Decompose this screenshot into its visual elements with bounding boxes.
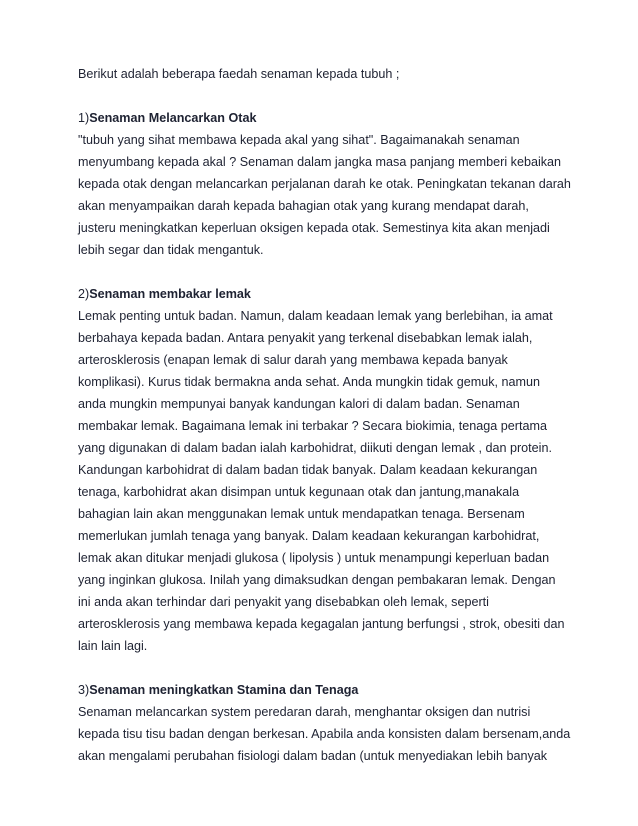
section-1 (78, 107, 580, 261)
section-number: 2) (78, 287, 90, 301)
body-line: arterosklerosis yang membawa kepada kegagalan jantung berfungsi , strok, obesiti dan (78, 617, 565, 631)
body-line: membakar lemak. Bagaimana lemak ini terbakar ? Secara biokimia, tenaga pertama (78, 419, 547, 433)
section-title: Senaman meningkatkan Stamina dan Tenaga (89, 683, 359, 697)
body-line: Senaman melancarkan system peredaran darah, menghantar oksigen dan nutrisi (78, 705, 531, 719)
body-line: yang digunakan di dalam badan ialah karbohidrat, diikuti dengan lemak , dan protein. (78, 441, 552, 455)
section-heading (78, 679, 580, 701)
body-line: anda mungkin mempunyai banyak kandungan kalori di dalam badan. Senaman (78, 397, 520, 411)
body-line: arterosklerosis (enapan lemak di salur darah yang membawa kepada banyak (78, 353, 508, 367)
section-heading (78, 107, 580, 129)
body-line: komplikasi). Kurus tidak bermakna anda sehat. Anda mungkin tidak gemuk, namun (78, 375, 541, 389)
body-line: "tubuh yang sihat membawa kepada akal yang sihat". Bagaimanakah senaman (78, 133, 520, 147)
body-line: kepada otak dengan melancarkan perjalanan darah ke otak. Peningkatan tekanan darah (78, 177, 571, 191)
body-line: akan mengalami perubahan fisiologi dalam badan (untuk menyediakan lebih banyak (78, 749, 548, 763)
body-line: berbahaya kepada badan. Antara penyakit yang terkenal disebabkan lemak ialah, (78, 331, 533, 345)
body-line: kepada tisu tisu badan dengan berkesan. Apabila anda konsisten dalam bersenam,anda (78, 727, 571, 741)
body-line: ini anda akan terhindar dari penyakit yang disebabkan oleh lemak, seperti (78, 595, 489, 609)
section-title: Senaman Melancarkan Otak (89, 111, 257, 125)
intro-text: Berikut adalah beberapa faedah senaman kepada tubuh ; (78, 67, 400, 81)
body-line: Kandungan karbohidrat di dalam badan tidak banyak. Dalam keadaan kekurangan (78, 463, 538, 477)
section-title: Senaman membakar lemak (89, 287, 251, 301)
body-line: bahagian lain akan menggunakan lemak untuk mendapatkan tenaga. Bersenam (78, 507, 525, 521)
body-line: menyumbang kepada akal ? Senaman dalam jangka masa panjang memberi kebaikan (78, 155, 562, 169)
section-number: 1) (78, 111, 90, 125)
section-3 (78, 679, 580, 767)
section-number: 3) (78, 683, 90, 697)
section-2 (78, 283, 580, 657)
body-line: Lemak penting untuk badan. Namun, dalam keadaan lemak yang berlebihan, ia amat (78, 309, 553, 323)
body-line: lebih segar dan tidak mengantuk. (78, 243, 264, 257)
body-line: justeru meningkatkan keperluan oksigen kepada otak. Semestinya kita akan menjadi (78, 221, 550, 235)
body-line: lemak akan ditukar menjadi glukosa ( lipolysis ) untuk menampungi keperluan badan (78, 551, 550, 565)
body-line: lain lain lagi. (78, 639, 148, 653)
body-line: yang inginkan glukosa. Inilah yang dimaksudkan dengan pembakaran lemak. Dengan (78, 573, 556, 587)
section-heading (78, 283, 580, 305)
body-line: akan menyampaikan darah kepada bahagian otak yang kurang mendapat darah, (78, 199, 529, 213)
body-line: memerlukan jumlah tenaga yang banyak. Dalam keadaan kekurangan karbohidrat, (78, 529, 540, 543)
body-line: tenaga, karbohidrat akan disimpan untuk kegunaan otak dan jantung,manakala (78, 485, 520, 499)
